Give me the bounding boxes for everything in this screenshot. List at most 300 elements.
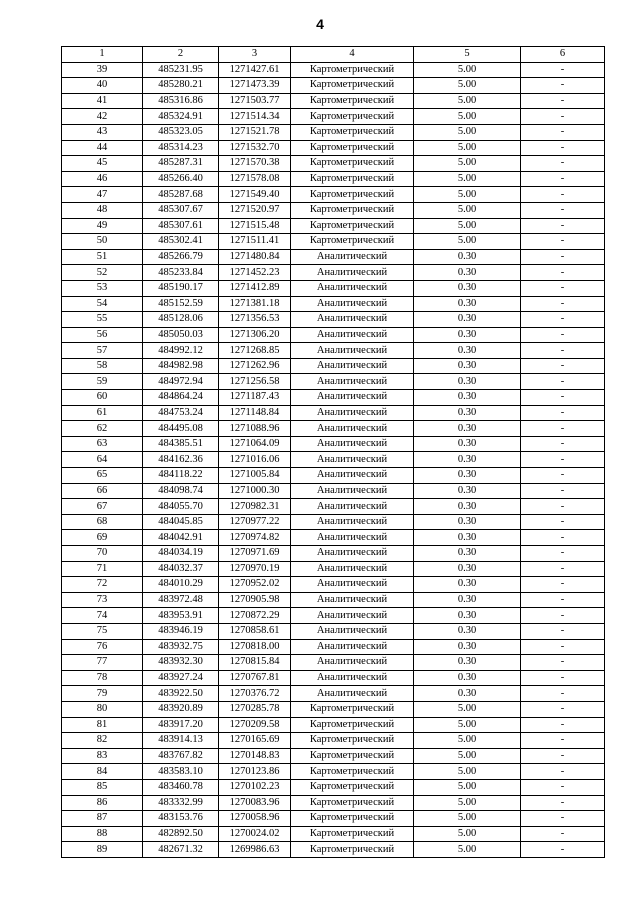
- x-coordinate-cell: 483583.10: [143, 764, 219, 780]
- accuracy-cell: 0.30: [414, 499, 521, 515]
- accuracy-cell: 0.30: [414, 421, 521, 437]
- y-coordinate-cell: 1270872.29: [219, 608, 291, 624]
- description-cell: -: [521, 202, 605, 218]
- x-coordinate-cell: 484385.51: [143, 436, 219, 452]
- accuracy-cell: 0.30: [414, 577, 521, 593]
- table-body: [62, 47, 605, 858]
- point-number-cell: 52: [62, 265, 143, 281]
- accuracy-cell: 0.30: [414, 608, 521, 624]
- table-row: [62, 686, 605, 702]
- y-coordinate-cell: 1270123.86: [219, 764, 291, 780]
- accuracy-cell: 0.30: [414, 655, 521, 671]
- y-coordinate-cell: 1271148.84: [219, 405, 291, 421]
- x-coordinate-cell: 484045.85: [143, 514, 219, 530]
- method-cell: Аналитический: [291, 280, 414, 296]
- point-number-cell: 64: [62, 452, 143, 468]
- table-row: [62, 265, 605, 281]
- x-coordinate-cell: 485152.59: [143, 296, 219, 312]
- point-number-cell: 68: [62, 514, 143, 530]
- point-number-cell: 84: [62, 764, 143, 780]
- y-coordinate-cell: 1270148.83: [219, 748, 291, 764]
- point-number-cell: 69: [62, 530, 143, 546]
- x-coordinate-cell: 483922.50: [143, 686, 219, 702]
- point-number-cell: 77: [62, 655, 143, 671]
- point-number-cell: 61: [62, 405, 143, 421]
- description-cell: -: [521, 296, 605, 312]
- description-cell: -: [521, 327, 605, 343]
- table-row: [62, 78, 605, 94]
- accuracy-cell: 5.00: [414, 764, 521, 780]
- header-cell: 3: [219, 47, 291, 63]
- point-number-cell: 49: [62, 218, 143, 234]
- point-number-cell: 87: [62, 811, 143, 827]
- method-cell: Аналитический: [291, 296, 414, 312]
- table-row: [62, 249, 605, 265]
- method-cell: Аналитический: [291, 421, 414, 437]
- point-number-cell: 82: [62, 733, 143, 749]
- table-row: [62, 405, 605, 421]
- y-coordinate-cell: 1271511.41: [219, 234, 291, 250]
- accuracy-cell: 0.30: [414, 343, 521, 359]
- description-cell: -: [521, 343, 605, 359]
- y-coordinate-cell: 1271005.84: [219, 468, 291, 484]
- y-coordinate-cell: 1271549.40: [219, 187, 291, 203]
- table-row: [62, 655, 605, 671]
- y-coordinate-cell: 1270767.81: [219, 670, 291, 686]
- point-number-cell: 59: [62, 374, 143, 390]
- description-cell: -: [521, 623, 605, 639]
- description-cell: -: [521, 733, 605, 749]
- table-row: [62, 795, 605, 811]
- accuracy-cell: 5.00: [414, 78, 521, 94]
- accuracy-cell: 5.00: [414, 62, 521, 78]
- x-coordinate-cell: 485307.67: [143, 202, 219, 218]
- table-row: [62, 514, 605, 530]
- x-coordinate-cell: 482671.32: [143, 842, 219, 858]
- method-cell: Картометрический: [291, 701, 414, 717]
- method-cell: Аналитический: [291, 592, 414, 608]
- accuracy-cell: 0.30: [414, 265, 521, 281]
- method-cell: Аналитический: [291, 670, 414, 686]
- point-number-cell: 45: [62, 156, 143, 172]
- table-header-row: [62, 47, 605, 63]
- table-row: [62, 468, 605, 484]
- method-cell: Картометрический: [291, 811, 414, 827]
- method-cell: Картометрический: [291, 202, 414, 218]
- table-row: [62, 530, 605, 546]
- table-row: [62, 62, 605, 78]
- x-coordinate-cell: 485287.31: [143, 156, 219, 172]
- point-number-cell: 71: [62, 561, 143, 577]
- x-coordinate-cell: 485231.95: [143, 62, 219, 78]
- x-coordinate-cell: 483932.75: [143, 639, 219, 655]
- point-number-cell: 43: [62, 124, 143, 140]
- x-coordinate-cell: 483946.19: [143, 623, 219, 639]
- method-cell: Аналитический: [291, 249, 414, 265]
- table-row: [62, 327, 605, 343]
- accuracy-cell: 0.30: [414, 483, 521, 499]
- method-cell: Аналитический: [291, 312, 414, 328]
- y-coordinate-cell: 1270285.78: [219, 701, 291, 717]
- y-coordinate-cell: 1270970.19: [219, 561, 291, 577]
- description-cell: -: [521, 93, 605, 109]
- accuracy-cell: 5.00: [414, 109, 521, 125]
- table-row: [62, 109, 605, 125]
- method-cell: Картометрический: [291, 779, 414, 795]
- method-cell: Аналитический: [291, 468, 414, 484]
- y-coordinate-cell: 1269986.63: [219, 842, 291, 858]
- table-row: [62, 623, 605, 639]
- point-number-cell: 79: [62, 686, 143, 702]
- point-number-cell: 58: [62, 358, 143, 374]
- table-row: [62, 390, 605, 406]
- accuracy-cell: 5.00: [414, 187, 521, 203]
- table-row: [62, 701, 605, 717]
- method-cell: Аналитический: [291, 608, 414, 624]
- description-cell: -: [521, 218, 605, 234]
- table-row: [62, 358, 605, 374]
- description-cell: -: [521, 499, 605, 515]
- point-number-cell: 44: [62, 140, 143, 156]
- x-coordinate-cell: 484034.19: [143, 546, 219, 562]
- point-number-cell: 50: [62, 234, 143, 250]
- method-cell: Картометрический: [291, 156, 414, 172]
- description-cell: -: [521, 312, 605, 328]
- point-number-cell: 62: [62, 421, 143, 437]
- table-row: [62, 764, 605, 780]
- y-coordinate-cell: 1270376.72: [219, 686, 291, 702]
- y-coordinate-cell: 1271306.20: [219, 327, 291, 343]
- point-number-cell: 55: [62, 312, 143, 328]
- point-number-cell: 39: [62, 62, 143, 78]
- description-cell: -: [521, 171, 605, 187]
- description-cell: -: [521, 249, 605, 265]
- accuracy-cell: 0.30: [414, 623, 521, 639]
- table-row: [62, 811, 605, 827]
- accuracy-cell: 0.30: [414, 546, 521, 562]
- y-coordinate-cell: 1271427.61: [219, 62, 291, 78]
- accuracy-cell: 0.30: [414, 592, 521, 608]
- accuracy-cell: 0.30: [414, 436, 521, 452]
- accuracy-cell: 0.30: [414, 280, 521, 296]
- header-cell: 6: [521, 47, 605, 63]
- method-cell: Аналитический: [291, 686, 414, 702]
- point-number-cell: 42: [62, 109, 143, 125]
- y-coordinate-cell: 1270083.96: [219, 795, 291, 811]
- point-number-cell: 56: [62, 327, 143, 343]
- x-coordinate-cell: 485316.86: [143, 93, 219, 109]
- accuracy-cell: 5.00: [414, 156, 521, 172]
- y-coordinate-cell: 1270818.00: [219, 639, 291, 655]
- table-row: [62, 561, 605, 577]
- table-row: [62, 546, 605, 562]
- description-cell: -: [521, 608, 605, 624]
- coordinates-table: [61, 46, 605, 858]
- accuracy-cell: 5.00: [414, 701, 521, 717]
- x-coordinate-cell: 485233.84: [143, 265, 219, 281]
- accuracy-cell: 0.30: [414, 374, 521, 390]
- description-cell: -: [521, 390, 605, 406]
- method-cell: Аналитический: [291, 655, 414, 671]
- method-cell: Картометрический: [291, 733, 414, 749]
- y-coordinate-cell: 1270024.02: [219, 826, 291, 842]
- x-coordinate-cell: 484162.36: [143, 452, 219, 468]
- point-number-cell: 86: [62, 795, 143, 811]
- header-cell: 2: [143, 47, 219, 63]
- y-coordinate-cell: 1271000.30: [219, 483, 291, 499]
- x-coordinate-cell: 484864.24: [143, 390, 219, 406]
- point-number-cell: 47: [62, 187, 143, 203]
- method-cell: Аналитический: [291, 639, 414, 655]
- x-coordinate-cell: 485287.68: [143, 187, 219, 203]
- y-coordinate-cell: 1271503.77: [219, 93, 291, 109]
- method-cell: Аналитический: [291, 374, 414, 390]
- y-coordinate-cell: 1271381.18: [219, 296, 291, 312]
- description-cell: -: [521, 561, 605, 577]
- method-cell: Картометрический: [291, 826, 414, 842]
- y-coordinate-cell: 1271473.39: [219, 78, 291, 94]
- description-cell: -: [521, 62, 605, 78]
- method-cell: Картометрический: [291, 109, 414, 125]
- accuracy-cell: 5.00: [414, 717, 521, 733]
- method-cell: Картометрический: [291, 124, 414, 140]
- method-cell: Картометрический: [291, 62, 414, 78]
- x-coordinate-cell: 483917.20: [143, 717, 219, 733]
- method-cell: Картометрический: [291, 748, 414, 764]
- point-number-cell: 46: [62, 171, 143, 187]
- y-coordinate-cell: 1270952.02: [219, 577, 291, 593]
- description-cell: -: [521, 748, 605, 764]
- y-coordinate-cell: 1270815.84: [219, 655, 291, 671]
- y-coordinate-cell: 1270971.69: [219, 546, 291, 562]
- method-cell: Аналитический: [291, 405, 414, 421]
- accuracy-cell: 0.30: [414, 670, 521, 686]
- y-coordinate-cell: 1271256.58: [219, 374, 291, 390]
- y-coordinate-cell: 1271356.53: [219, 312, 291, 328]
- accuracy-cell: 0.30: [414, 312, 521, 328]
- y-coordinate-cell: 1270209.58: [219, 717, 291, 733]
- x-coordinate-cell: 484982.98: [143, 358, 219, 374]
- y-coordinate-cell: 1271578.08: [219, 171, 291, 187]
- description-cell: -: [521, 826, 605, 842]
- accuracy-cell: 5.00: [414, 140, 521, 156]
- point-number-cell: 53: [62, 280, 143, 296]
- accuracy-cell: 0.30: [414, 561, 521, 577]
- y-coordinate-cell: 1270058.96: [219, 811, 291, 827]
- table-row: [62, 187, 605, 203]
- table-row: [62, 608, 605, 624]
- x-coordinate-cell: 484972.94: [143, 374, 219, 390]
- accuracy-cell: 5.00: [414, 811, 521, 827]
- description-cell: -: [521, 655, 605, 671]
- y-coordinate-cell: 1270858.61: [219, 623, 291, 639]
- point-number-cell: 67: [62, 499, 143, 515]
- description-cell: -: [521, 124, 605, 140]
- table-row: [62, 733, 605, 749]
- x-coordinate-cell: 485266.40: [143, 171, 219, 187]
- x-coordinate-cell: 485266.79: [143, 249, 219, 265]
- method-cell: Картометрический: [291, 234, 414, 250]
- y-coordinate-cell: 1270982.31: [219, 499, 291, 515]
- point-number-cell: 41: [62, 93, 143, 109]
- accuracy-cell: 5.00: [414, 202, 521, 218]
- point-number-cell: 76: [62, 639, 143, 655]
- point-number-cell: 74: [62, 608, 143, 624]
- description-cell: -: [521, 436, 605, 452]
- table-row: [62, 93, 605, 109]
- x-coordinate-cell: 485314.23: [143, 140, 219, 156]
- x-coordinate-cell: 484042.91: [143, 530, 219, 546]
- accuracy-cell: 0.30: [414, 639, 521, 655]
- y-coordinate-cell: 1271412.89: [219, 280, 291, 296]
- description-cell: -: [521, 686, 605, 702]
- method-cell: Картометрический: [291, 764, 414, 780]
- table-row: [62, 592, 605, 608]
- description-cell: -: [521, 187, 605, 203]
- table-row: [62, 312, 605, 328]
- x-coordinate-cell: 483332.99: [143, 795, 219, 811]
- description-cell: -: [521, 764, 605, 780]
- point-number-cell: 85: [62, 779, 143, 795]
- point-number-cell: 65: [62, 468, 143, 484]
- description-cell: -: [521, 265, 605, 281]
- y-coordinate-cell: 1271064.09: [219, 436, 291, 452]
- description-cell: -: [521, 452, 605, 468]
- description-cell: -: [521, 592, 605, 608]
- y-coordinate-cell: 1271532.70: [219, 140, 291, 156]
- y-coordinate-cell: 1270977.22: [219, 514, 291, 530]
- point-number-cell: 83: [62, 748, 143, 764]
- method-cell: Картометрический: [291, 842, 414, 858]
- table-row: [62, 343, 605, 359]
- method-cell: Аналитический: [291, 577, 414, 593]
- y-coordinate-cell: 1271016.06: [219, 452, 291, 468]
- x-coordinate-cell: 484010.29: [143, 577, 219, 593]
- accuracy-cell: 5.00: [414, 795, 521, 811]
- x-coordinate-cell: 485050.03: [143, 327, 219, 343]
- y-coordinate-cell: 1271480.84: [219, 249, 291, 265]
- point-number-cell: 81: [62, 717, 143, 733]
- x-coordinate-cell: 485324.91: [143, 109, 219, 125]
- table-row: [62, 140, 605, 156]
- method-cell: Аналитический: [291, 436, 414, 452]
- method-cell: Аналитический: [291, 499, 414, 515]
- point-number-cell: 54: [62, 296, 143, 312]
- x-coordinate-cell: 483953.91: [143, 608, 219, 624]
- method-cell: Аналитический: [291, 530, 414, 546]
- description-cell: -: [521, 639, 605, 655]
- accuracy-cell: 5.00: [414, 218, 521, 234]
- x-coordinate-cell: 485280.21: [143, 78, 219, 94]
- y-coordinate-cell: 1271515.48: [219, 218, 291, 234]
- y-coordinate-cell: 1271520.97: [219, 202, 291, 218]
- accuracy-cell: 0.30: [414, 249, 521, 265]
- description-cell: -: [521, 405, 605, 421]
- point-number-cell: 40: [62, 78, 143, 94]
- method-cell: Картометрический: [291, 78, 414, 94]
- accuracy-cell: 5.00: [414, 171, 521, 187]
- accuracy-cell: 5.00: [414, 93, 521, 109]
- point-number-cell: 63: [62, 436, 143, 452]
- table-row: [62, 499, 605, 515]
- description-cell: -: [521, 358, 605, 374]
- point-number-cell: 51: [62, 249, 143, 265]
- method-cell: Аналитический: [291, 546, 414, 562]
- description-cell: -: [521, 811, 605, 827]
- y-coordinate-cell: 1271570.38: [219, 156, 291, 172]
- y-coordinate-cell: 1271514.34: [219, 109, 291, 125]
- method-cell: Аналитический: [291, 483, 414, 499]
- description-cell: -: [521, 779, 605, 795]
- x-coordinate-cell: 485190.17: [143, 280, 219, 296]
- accuracy-cell: 0.30: [414, 514, 521, 530]
- y-coordinate-cell: 1271521.78: [219, 124, 291, 140]
- accuracy-cell: 5.00: [414, 842, 521, 858]
- table-row: [62, 826, 605, 842]
- point-number-cell: 89: [62, 842, 143, 858]
- header-cell: 5: [414, 47, 521, 63]
- x-coordinate-cell: 485128.06: [143, 312, 219, 328]
- x-coordinate-cell: 485307.61: [143, 218, 219, 234]
- description-cell: -: [521, 280, 605, 296]
- table-row: [62, 421, 605, 437]
- x-coordinate-cell: 484753.24: [143, 405, 219, 421]
- header-cell: 4: [291, 47, 414, 63]
- description-cell: -: [521, 109, 605, 125]
- x-coordinate-cell: 483767.82: [143, 748, 219, 764]
- method-cell: Картометрический: [291, 717, 414, 733]
- accuracy-cell: 0.30: [414, 327, 521, 343]
- table-row: [62, 842, 605, 858]
- method-cell: Аналитический: [291, 390, 414, 406]
- method-cell: Аналитический: [291, 452, 414, 468]
- table-row: [62, 779, 605, 795]
- table-row: [62, 483, 605, 499]
- x-coordinate-cell: 484055.70: [143, 499, 219, 515]
- method-cell: Картометрический: [291, 187, 414, 203]
- x-coordinate-cell: 483460.78: [143, 779, 219, 795]
- description-cell: -: [521, 717, 605, 733]
- table-row: [62, 124, 605, 140]
- accuracy-cell: 0.30: [414, 468, 521, 484]
- table-row: [62, 717, 605, 733]
- method-cell: Аналитический: [291, 265, 414, 281]
- y-coordinate-cell: 1270102.23: [219, 779, 291, 795]
- x-coordinate-cell: 484495.08: [143, 421, 219, 437]
- y-coordinate-cell: 1271187.43: [219, 390, 291, 406]
- point-number-cell: 57: [62, 343, 143, 359]
- table-row: [62, 202, 605, 218]
- method-cell: Аналитический: [291, 514, 414, 530]
- description-cell: -: [521, 795, 605, 811]
- accuracy-cell: 5.00: [414, 826, 521, 842]
- point-number-cell: 70: [62, 546, 143, 562]
- point-number-cell: 75: [62, 623, 143, 639]
- x-coordinate-cell: 484992.12: [143, 343, 219, 359]
- method-cell: Аналитический: [291, 327, 414, 343]
- method-cell: Картометрический: [291, 93, 414, 109]
- point-number-cell: 72: [62, 577, 143, 593]
- table-row: [62, 296, 605, 312]
- x-coordinate-cell: 484098.74: [143, 483, 219, 499]
- accuracy-cell: 5.00: [414, 234, 521, 250]
- table-row: [62, 234, 605, 250]
- description-cell: -: [521, 842, 605, 858]
- accuracy-cell: 0.30: [414, 405, 521, 421]
- table-row: [62, 218, 605, 234]
- accuracy-cell: 5.00: [414, 124, 521, 140]
- description-cell: -: [521, 78, 605, 94]
